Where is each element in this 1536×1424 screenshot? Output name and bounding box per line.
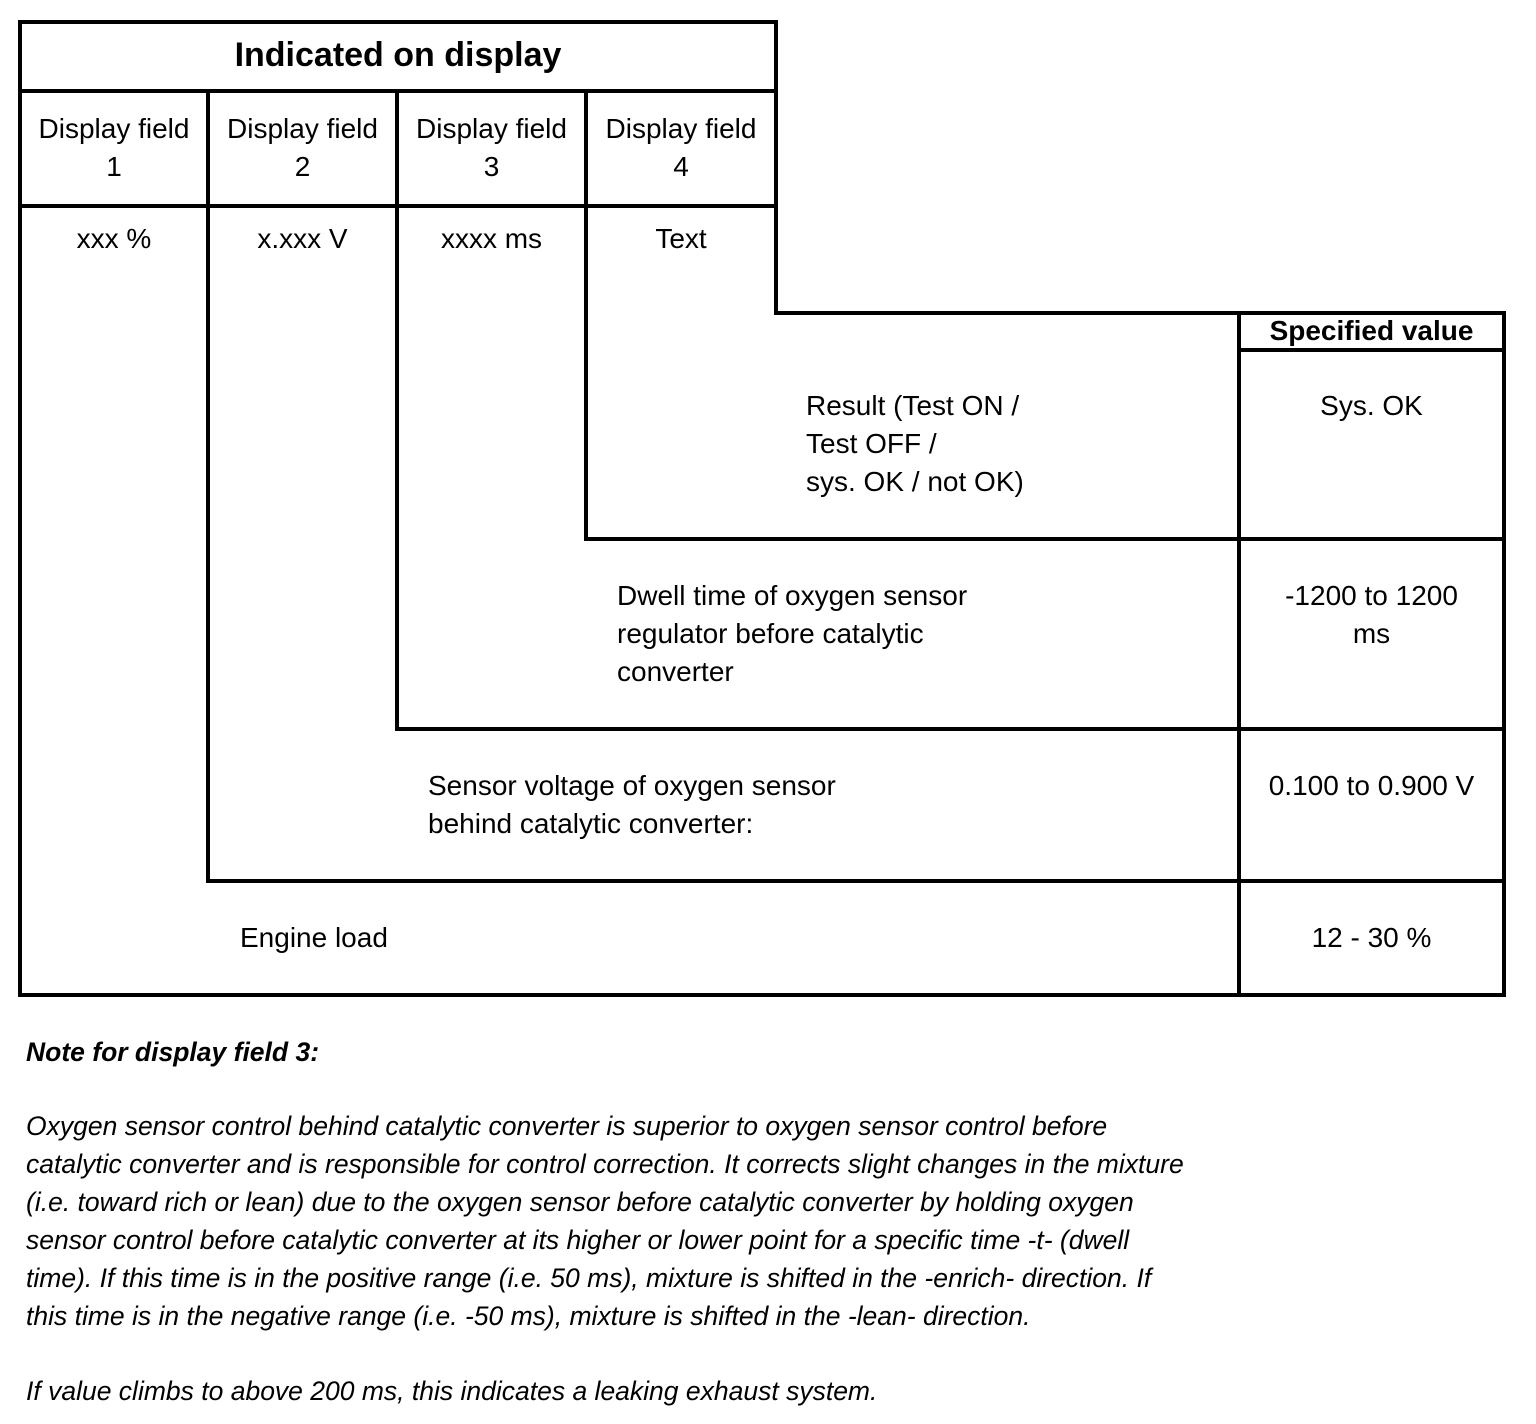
specified-line: Sys. OK (1320, 390, 1423, 421)
display-field-value-3: xxxx ms (440, 223, 543, 254)
description-line: Result (Test ON / (806, 390, 1020, 421)
display-field-number: 1 (106, 151, 122, 182)
display-field-number: 4 (673, 151, 689, 182)
display-field-header-4 (588, 110, 774, 186)
note-line: catalytic converter and is responsible for control correction. It corrects slight changes in the mixture (26, 1149, 1184, 1179)
note-warning: If value climbs to above 200 ms, this indicates a leaking exhaust system. (26, 1376, 878, 1406)
display-field-number: 2 (294, 151, 311, 182)
display-field-value-2: x.xxx V (257, 223, 348, 254)
display-field-header-1 (22, 110, 206, 186)
note-line: this time is in the negative range (i.e. -50 ms), mixture is shifted in the -lean- direction. (26, 1301, 1031, 1331)
description-line: Test OFF / (806, 428, 937, 459)
specified-line: -1200 to 1200 (1285, 580, 1458, 611)
note-line: (i.e. toward rich or lean) due to the oxygen sensor before catalytic converter by holding oxygen (26, 1187, 1134, 1217)
row-specified-field-1 (1241, 919, 1502, 957)
display-field-label: Display field (38, 113, 190, 144)
specified-line: ms (1352, 618, 1391, 649)
note-paragraph (26, 1107, 1184, 1335)
display-field-value-4: Text (655, 223, 707, 254)
description-line: Engine load (240, 922, 388, 953)
table-header-title: Indicated on display (234, 36, 562, 74)
description-line: regulator before catalytic (617, 618, 924, 649)
description-line: Dwell time of oxygen sensor (617, 580, 968, 611)
note-heading: Note for display field 3: (26, 1037, 320, 1067)
specified-line: 12 - 30 % (1311, 922, 1432, 953)
display-field-value-1: xxx % (76, 223, 152, 254)
note-line: time). If this time is in the positive range (i.e. 50 ms), mixture is shifted in the -enrich- direction. If (26, 1263, 1152, 1293)
row-specified-field-2 (1241, 767, 1502, 805)
specified-line: 0.100 to 0.900 V (1268, 770, 1475, 801)
specified-value-header: Specified value (1269, 315, 1474, 346)
note-line: Oxygen sensor control behind catalytic converter is superior to oxygen sensor control before (26, 1111, 1108, 1141)
description-line: converter (617, 656, 734, 687)
row-description-field-4 (806, 387, 1024, 501)
display-field-header-2 (210, 110, 395, 186)
display-field-number: 3 (483, 151, 500, 182)
description-line: behind catalytic converter: (428, 808, 754, 839)
row-description-field-2 (428, 767, 836, 843)
display-field-label: Display field (416, 113, 567, 144)
description-line: Sensor voltage of oxygen sensor (428, 770, 836, 801)
row-description-field-3 (617, 577, 967, 691)
display-field-label: Display field (605, 113, 757, 144)
row-specified-field-3 (1241, 577, 1502, 653)
description-line: sys. OK / not OK) (806, 466, 1024, 497)
display-field-header-3 (399, 110, 584, 186)
row-description-field-1 (240, 919, 388, 957)
row-specified-field-4 (1241, 387, 1502, 425)
display-field-label: Display field (227, 113, 378, 144)
note-line: sensor control before catalytic converter at its higher or lower point for a specific time -t- (dwell (26, 1225, 1130, 1255)
